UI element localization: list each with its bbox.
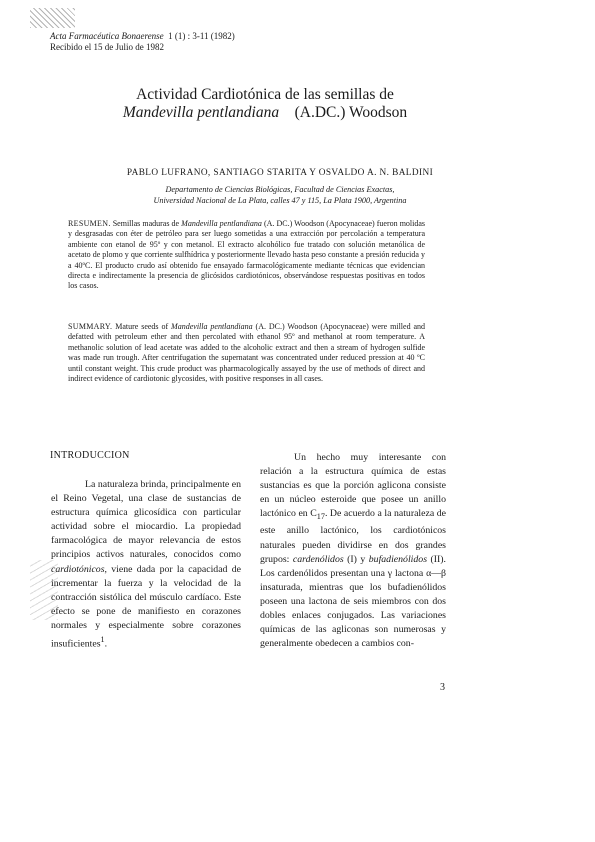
summary-text: (A. DC.) Woodson (Apocynaceae) were milled and defatted with petroleum ether and then percolated with ethanol 95º and methanol at room temperature. A methanolic solution of lead acetate was added to the alcoholic extract and then a stream of hydrogen sulfide was made run trough. After centrifugation the supernatant was concentrated under reduced pression at 40 ºC until constant weight. This crude product was pharmacologically assayed by the use of methods of direct and indirect evidence of cardiotonic glycosides, with positive responses in all cases. — [68, 322, 426, 384]
affiliation-line-1: Departamento de Ciencias Biológicas, Facultad de Ciencias Exactas, — [165, 185, 395, 194]
title-line-1: Actividad Cardiotónica de las semillas de — [136, 86, 394, 103]
right-text-2: . De acuerdo a la naturaleza de este anillo lactónico, los cardiotónicos naturales pueden dividirse en dos grandes grupos: — [260, 508, 446, 565]
right-text-3: (II). Los cardenólidos presentan una γ lactona α—β insaturada, mientras que los bufadienólidos poseen una lactona de seis miembros con dos dobles enlaces conjugados. Las variaciones químicas de las agliconas son numerosas y generalmente obedecen a cambios con- — [260, 553, 446, 650]
article-title — [100, 86, 430, 122]
right-text-1: Un hecho muy interesante con relación a la estructura química de estas sustancias es que la porción aglicona consiste en un núcleo esteroide que posee un anillo lactónico en C — [260, 452, 446, 520]
resumen-species: Mandevilla pentlandiana — [181, 219, 262, 228]
authors: PABLO LUFRANO, SANTIAGO STARITA Y OSVALDO A. N. BALDINI — [126, 168, 434, 178]
body-right-column — [260, 451, 446, 651]
right-sub: 17 — [316, 512, 325, 522]
title-species: Mandevilla pentlandiana — [122, 104, 280, 121]
affiliation — [70, 184, 490, 206]
summary-label: SUMMARY. — [68, 322, 113, 331]
page-number: 3 — [440, 682, 445, 693]
body-left-column — [51, 478, 241, 651]
summary-pre: Mature seeds of — [115, 322, 169, 331]
title-authority: (A.DC.) Woodson — [294, 104, 408, 121]
scan-noise-top — [30, 8, 75, 28]
received-date: Recibido el 15 de Julio de 1982 — [50, 42, 164, 52]
volume-info: 1 (1) : 3-11 (1982) — [168, 31, 235, 41]
left-text-1: La naturaleza brinda, principalmente en el Reino Vegetal, una clase de sustancias de estructura química glicosídica con particular actividad sobre el miocardio. La propiedad farmacológica de mayor relevancia de estos principios activos naturales, conocidos como — [51, 479, 241, 561]
resumen-label: RESUMEN. — [68, 219, 111, 228]
summary-species: Mandevilla pentlandiana — [171, 322, 253, 331]
left-text-2: , viene dada por la capacidad de incrementar la fuerza y la velocidad de la contracción sistólica del músculo cardíaco. Este efecto se pone de manifiesto en corazones normales y especialmente sobre corazones insuficientes — [51, 563, 241, 650]
summary-block — [68, 322, 425, 384]
right-term-1: cardenólidos — [292, 553, 344, 565]
resumen-text: (A. DC.) Woodson (Apocynaceae) fueron molidas y desgrasadas con éter de petróleo para ser luego sometidas a una extracción por percolación a temperatura ambiente con etanol de 95º y con metanol. El extracto alcohólico fue tratado con solución metanólica de acetato de plomo y que corriente sulfhídrica y posteriormente llevado hasta peso constante a presión reducida y a 40ºC. El producto crudo así obtenido fue ensayado farmacológicamente mediante técnicas que evidencian directa e indirectamente la presencia de glicósidos cardiotónicos, observándose respuestas positivas en todos los casos. — [68, 219, 426, 291]
left-term: cardiotónicos — [51, 563, 105, 575]
journal-header — [50, 31, 350, 53]
left-ref: 1 — [100, 635, 105, 645]
right-term-2: bufadienólidos — [368, 553, 428, 565]
affiliation-line-2: Universidad Nacional de La Plata, calles 47 y 115, La Plata 1900, Argentina — [153, 196, 407, 205]
section-title: INTRODUCCION — [50, 450, 130, 461]
right-mid: (I) y — [347, 553, 366, 565]
left-end: . — [104, 638, 108, 650]
resumen-pre: Semillas maduras de — [112, 219, 180, 228]
resumen-block — [68, 219, 425, 292]
journal-name: Acta Farmacéutica Bonaerense — [50, 31, 164, 41]
